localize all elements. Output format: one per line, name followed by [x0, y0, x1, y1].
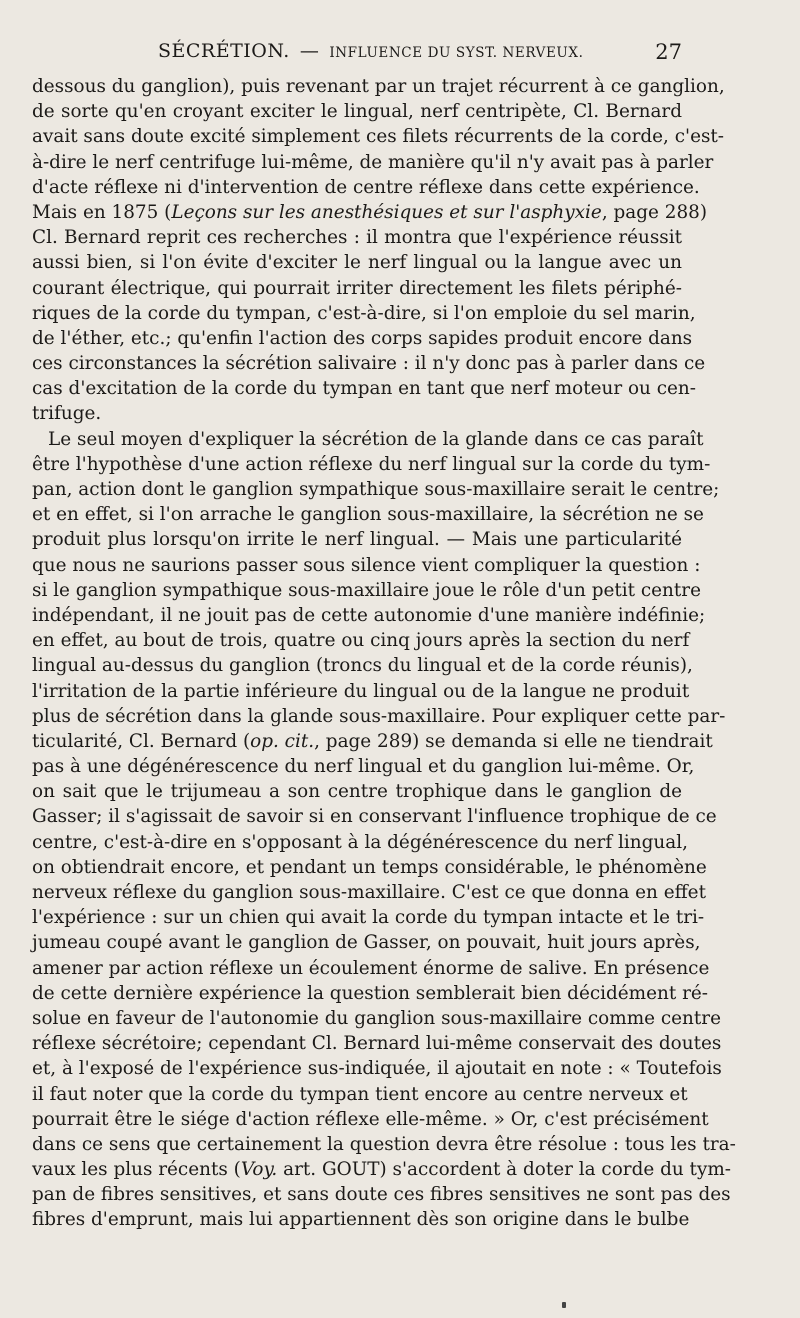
running-header	[158, 40, 682, 70]
text-line: indépendant, il ne jouit pas de cette autonomie d'une manière indéfinie;	[32, 604, 706, 626]
text-line: dessous du ganglion), puis revenant par un trajet récurrent à ce ganglion,	[32, 76, 725, 97]
body-text	[32, 74, 736, 1233]
section-title: SÉCRÉTION.	[158, 40, 290, 62]
text-line: vaux les plus récents (Voy. art. GOUT) s'accordent à doter la corde du tym-	[32, 1159, 731, 1181]
text-line: de l'éther, etc.; qu'enfin l'action des corps sapides produit encore dans	[32, 327, 693, 349]
text-line: Le seul moyen d'expliquer la sécrétion de la glande dans ce cas paraît	[48, 428, 704, 450]
text-line: lingual au-dessus du ganglion (troncs du lingual et de la corde réunis),	[32, 655, 693, 677]
text-line: Mais en 1875 (Leçons sur les anesthésiques et sur l'asphyxie, page 288)	[32, 201, 708, 223]
text-line: plus de sécrétion dans la glande sous-maxillaire. Pour expliquer cette par-	[32, 705, 726, 727]
text-line: centre, c'est-à-dire en s'opposant à la dégénérescence du nerf lingual,	[32, 831, 688, 853]
text-line: pan, action dont le ganglion sympathique sous-maxillaire serait le centre;	[32, 479, 720, 500]
italic-text: Leçons sur les anesthésiques et sur l'asphyxie	[171, 201, 602, 223]
page-number: 27	[655, 40, 682, 64]
italic-text: Voy.	[240, 1159, 278, 1181]
text-line: pan de fibres sensitives, et sans doute ces fibres sensitives ne sont pas des	[32, 1184, 731, 1206]
text-line: amener par action réflexe un écoulement énorme de salive. En présence	[32, 957, 710, 979]
ink-speck	[562, 1302, 566, 1308]
text-line: être l'hypothèse d'une action réflexe du nerf lingual sur la corde du tym-	[32, 453, 711, 475]
text-line: dans ce sens que certainement la question devra être résolue : tous les tra-	[32, 1133, 736, 1155]
text-line: aussi bien, si l'on évite d'exciter le nerf lingual ou la langue avec un	[32, 252, 682, 274]
text-line: avait sans doute excité simplement ces filets récurrents de la corde, c'est-	[32, 126, 724, 148]
text-line: riques de la corde du tympan, c'est-à-dire, si l'on emploie du sel marin,	[32, 302, 696, 324]
text-line: en effet, au bout de trois, quatre ou cinq jours après la section du nerf	[32, 630, 690, 652]
text-line: réflexe sécrétoire; cependant Cl. Bernard lui-même conservait des doutes	[32, 1033, 722, 1055]
text-line: et, à l'exposé de l'expérience sus-indiquée, il ajoutait en note : « Toutefois	[32, 1058, 722, 1080]
text-line: ces circonstances la sécrétion salivaire : il n'y donc pas à parler dans ce	[32, 353, 706, 375]
text-line: pas à une dégénérescence du nerf lingual et du ganglion lui-même. Or,	[32, 756, 695, 778]
text-line: nerveux réflexe du ganglion sous-maxillaire. C'est ce que donna en effet	[32, 882, 706, 903]
text-line: cas d'excitation de la corde du tympan en tant que nerf moteur ou cen-	[32, 378, 696, 400]
text-line: produit plus lorsqu'on irrite le nerf lingual. — Mais une particularité	[32, 529, 682, 551]
header-dash: —	[299, 40, 320, 62]
text-line: solue en faveur de l'autonomie du ganglion sous-maxillaire comme centre	[32, 1007, 721, 1029]
text-line: courant électrique, qui pourrait irriter directement les filets périphé-	[32, 277, 682, 299]
section-subtitle: INFLUENCE DU SYST. NERVEUX.	[329, 45, 584, 61]
text-line: à-dire le nerf centrifuge lui-même, de manière qu'il n'y avait pas à parler	[32, 151, 714, 173]
text-line: jumeau coupé avant le ganglion de Gasser, on pouvait, huit jours après,	[32, 932, 701, 954]
text-line: on obtiendrait encore, et pendant un temps considérable, le phénomène	[32, 856, 707, 878]
text-line: Gasser; il s'agissait de savoir si en conservant l'influence trophique de ce	[32, 806, 717, 828]
text-line: et en effet, si l'on arrache le ganglion sous-maxillaire, la sécrétion ne se	[32, 504, 704, 526]
text-line: d'acte réflexe ni d'intervention de centre réflexe dans cette expérience.	[32, 176, 700, 198]
text-line: si le ganglion sympathique sous-maxillaire joue le rôle d'un petit centre	[32, 579, 701, 601]
text-line: que nous ne saurions passer sous silence vient compliquer la question :	[32, 554, 701, 576]
text-line: ticularité, Cl. Bernard (op. cit., page 289) se demanda si elle ne tiendrait	[32, 730, 713, 752]
text-line: il faut noter que la corde du tympan tient encore au centre nerveux et	[32, 1083, 688, 1105]
text-line: de cette dernière expérience la question semblerait bien décidément ré-	[32, 982, 708, 1004]
text-line: on sait que le trijumeau a son centre trophique dans le ganglion de	[32, 781, 682, 803]
text-line: de sorte qu'en croyant exciter le lingual, nerf centripète, Cl. Bernard	[32, 101, 682, 123]
running-head	[158, 40, 584, 62]
italic-text: op. cit.	[250, 730, 315, 752]
text-line: pourrait être le siége d'action réflexe elle-même. » Or, c'est précisément	[32, 1108, 709, 1130]
text-line: Cl. Bernard reprit ces recherches : il montra que l'expérience réussit	[32, 227, 682, 249]
text-line: trifuge.	[32, 403, 102, 425]
text-line: fibres d'emprunt, mais lui appartiennent dès son origine dans le bulbe	[32, 1209, 690, 1231]
text-line: l'irritation de la partie inférieure du lingual ou de la langue ne produit	[32, 680, 690, 702]
text-line: l'expérience : sur un chien qui avait la corde du tympan intacte et le tri-	[32, 907, 705, 929]
